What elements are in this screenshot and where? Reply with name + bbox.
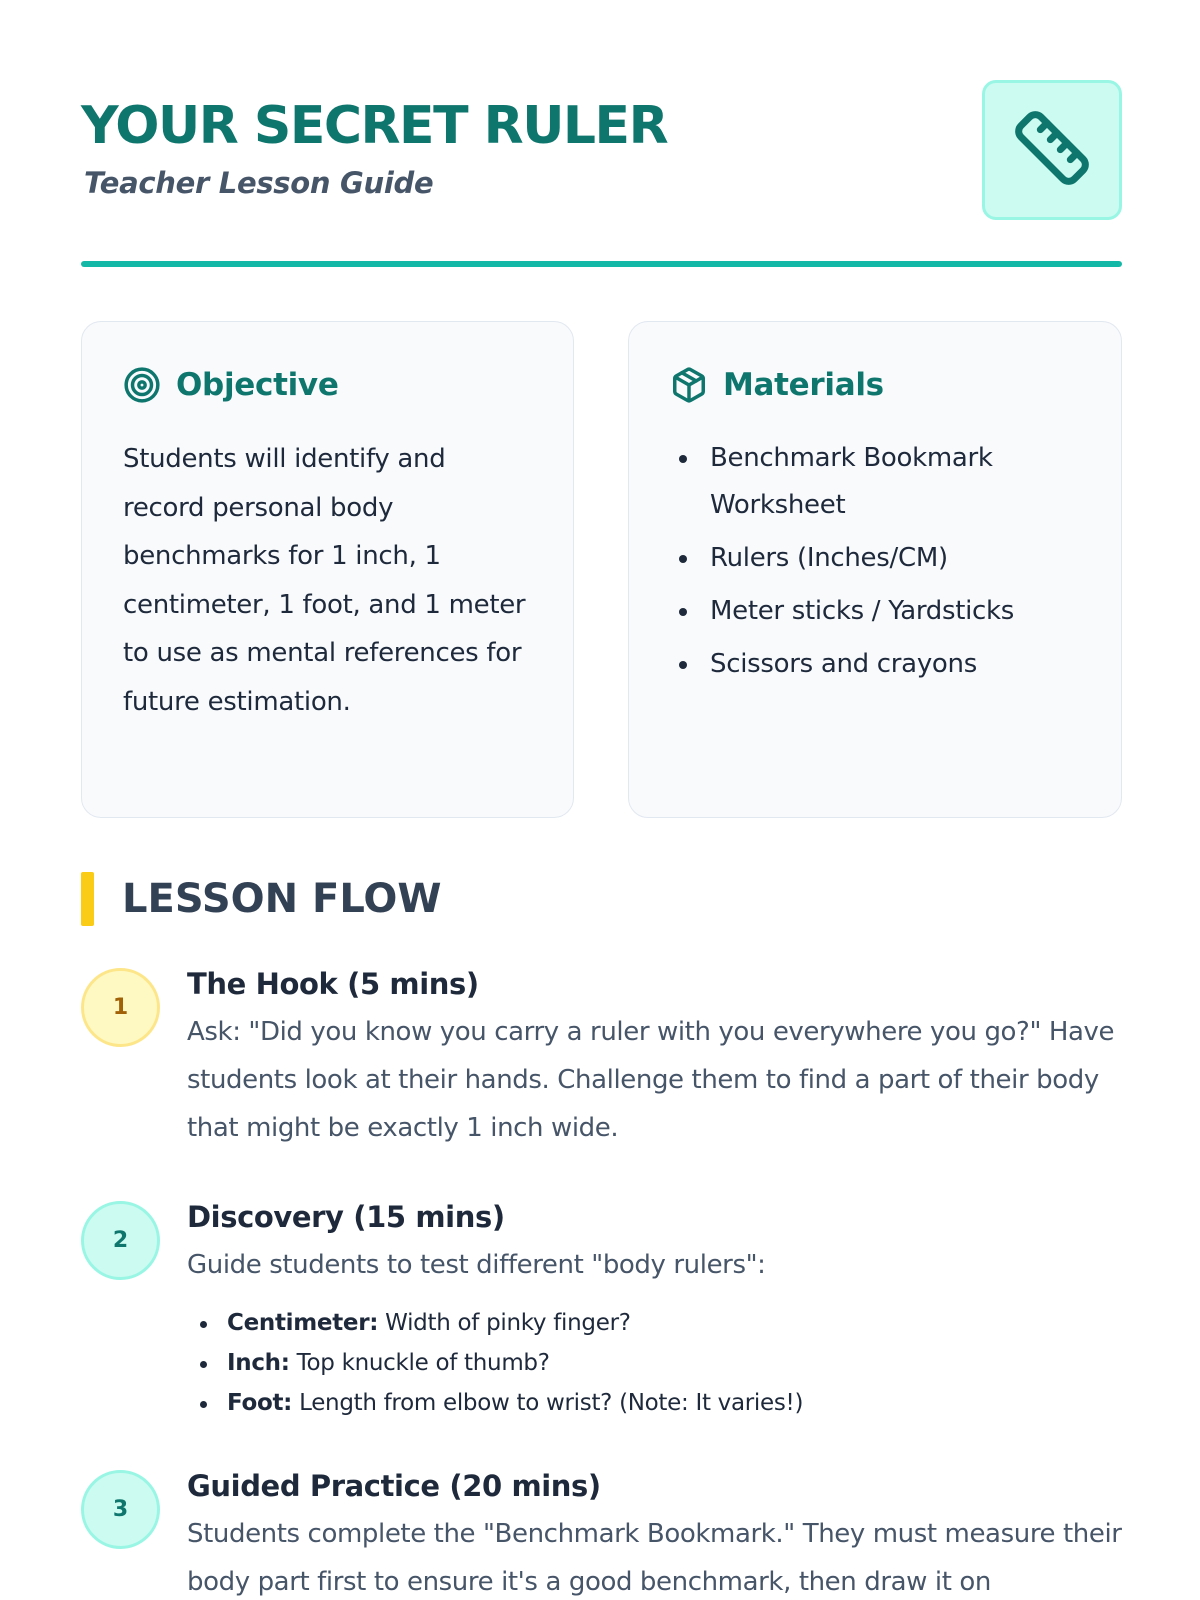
objective-title: Objective — [176, 367, 339, 403]
objective-text: Students will identify and record personal body benchmarks for 1 inch, 1 centimeter, 1 foot, and 1 meter to use as mental references for future estimation. — [123, 444, 526, 717]
step-title: The Hook (5 mins) — [187, 967, 479, 1001]
materials-list — [670, 435, 1090, 694]
step-content — [187, 964, 1122, 1152]
target-icon — [123, 366, 161, 404]
list-item-label: Foot: — [227, 1390, 293, 1416]
list-item — [187, 1343, 1122, 1383]
step-text: Students complete the "Benchmark Bookmark." They must measure their body part first to ensure it's a good benchmark, then draw it on — [187, 1519, 1122, 1597]
step-content — [187, 1466, 1122, 1600]
page-title: YOUR SECRET RULER — [81, 96, 668, 156]
list-item — [187, 1303, 1122, 1343]
list-item — [187, 1383, 1122, 1423]
step-number-badge: 3 — [81, 1470, 160, 1549]
page-subtitle: Teacher Lesson Guide — [84, 166, 434, 200]
materials-item: Benchmark Bookmark Worksheet — [670, 435, 1090, 529]
materials-item: Rulers (Inches/CM) — [670, 535, 1090, 582]
step-text: Ask: "Did you know you carry a ruler with you everywhere you go?" Have students look at their hands. Challenge them to find a part of their body that might be exactly 1 inch wide. — [187, 1017, 1115, 1143]
step-title: Guided Practice (20 mins) — [187, 1469, 601, 1503]
list-item-text: Width of pinky finger? — [378, 1310, 631, 1336]
lesson-flow-heading — [81, 872, 442, 926]
list-item-label: Inch: — [227, 1350, 290, 1376]
objective-card — [81, 321, 574, 818]
header — [81, 80, 1122, 220]
list-item-text: Top knuckle of thumb? — [289, 1350, 550, 1376]
body-ruler-list — [187, 1303, 1122, 1423]
list-item-label: Centimeter: — [227, 1310, 379, 1336]
step-content — [187, 1197, 1122, 1423]
logo-badge — [982, 80, 1122, 220]
heading-accent-bar — [81, 872, 94, 926]
package-icon — [670, 366, 708, 404]
materials-item: Meter sticks / Yardsticks — [670, 588, 1090, 635]
materials-title: Materials — [723, 367, 884, 403]
step-text: Guide students to test different "body rulers": — [187, 1250, 766, 1280]
step-number-badge: 1 — [81, 968, 160, 1047]
materials-card — [628, 321, 1122, 818]
lesson-guide-page — [81, 0, 1122, 1600]
header-divider — [81, 261, 1122, 267]
step-number-badge: 2 — [81, 1201, 160, 1280]
list-item-text: Length from elbow to wrist? (Note: It varies!) — [292, 1390, 804, 1416]
step-title: Discovery (15 mins) — [187, 1200, 505, 1234]
materials-header — [670, 366, 884, 404]
ruler-icon — [1012, 108, 1092, 192]
lesson-flow-title: LESSON FLOW — [122, 876, 442, 922]
objective-header — [123, 366, 339, 404]
materials-item: Scissors and crayons — [670, 641, 1090, 688]
